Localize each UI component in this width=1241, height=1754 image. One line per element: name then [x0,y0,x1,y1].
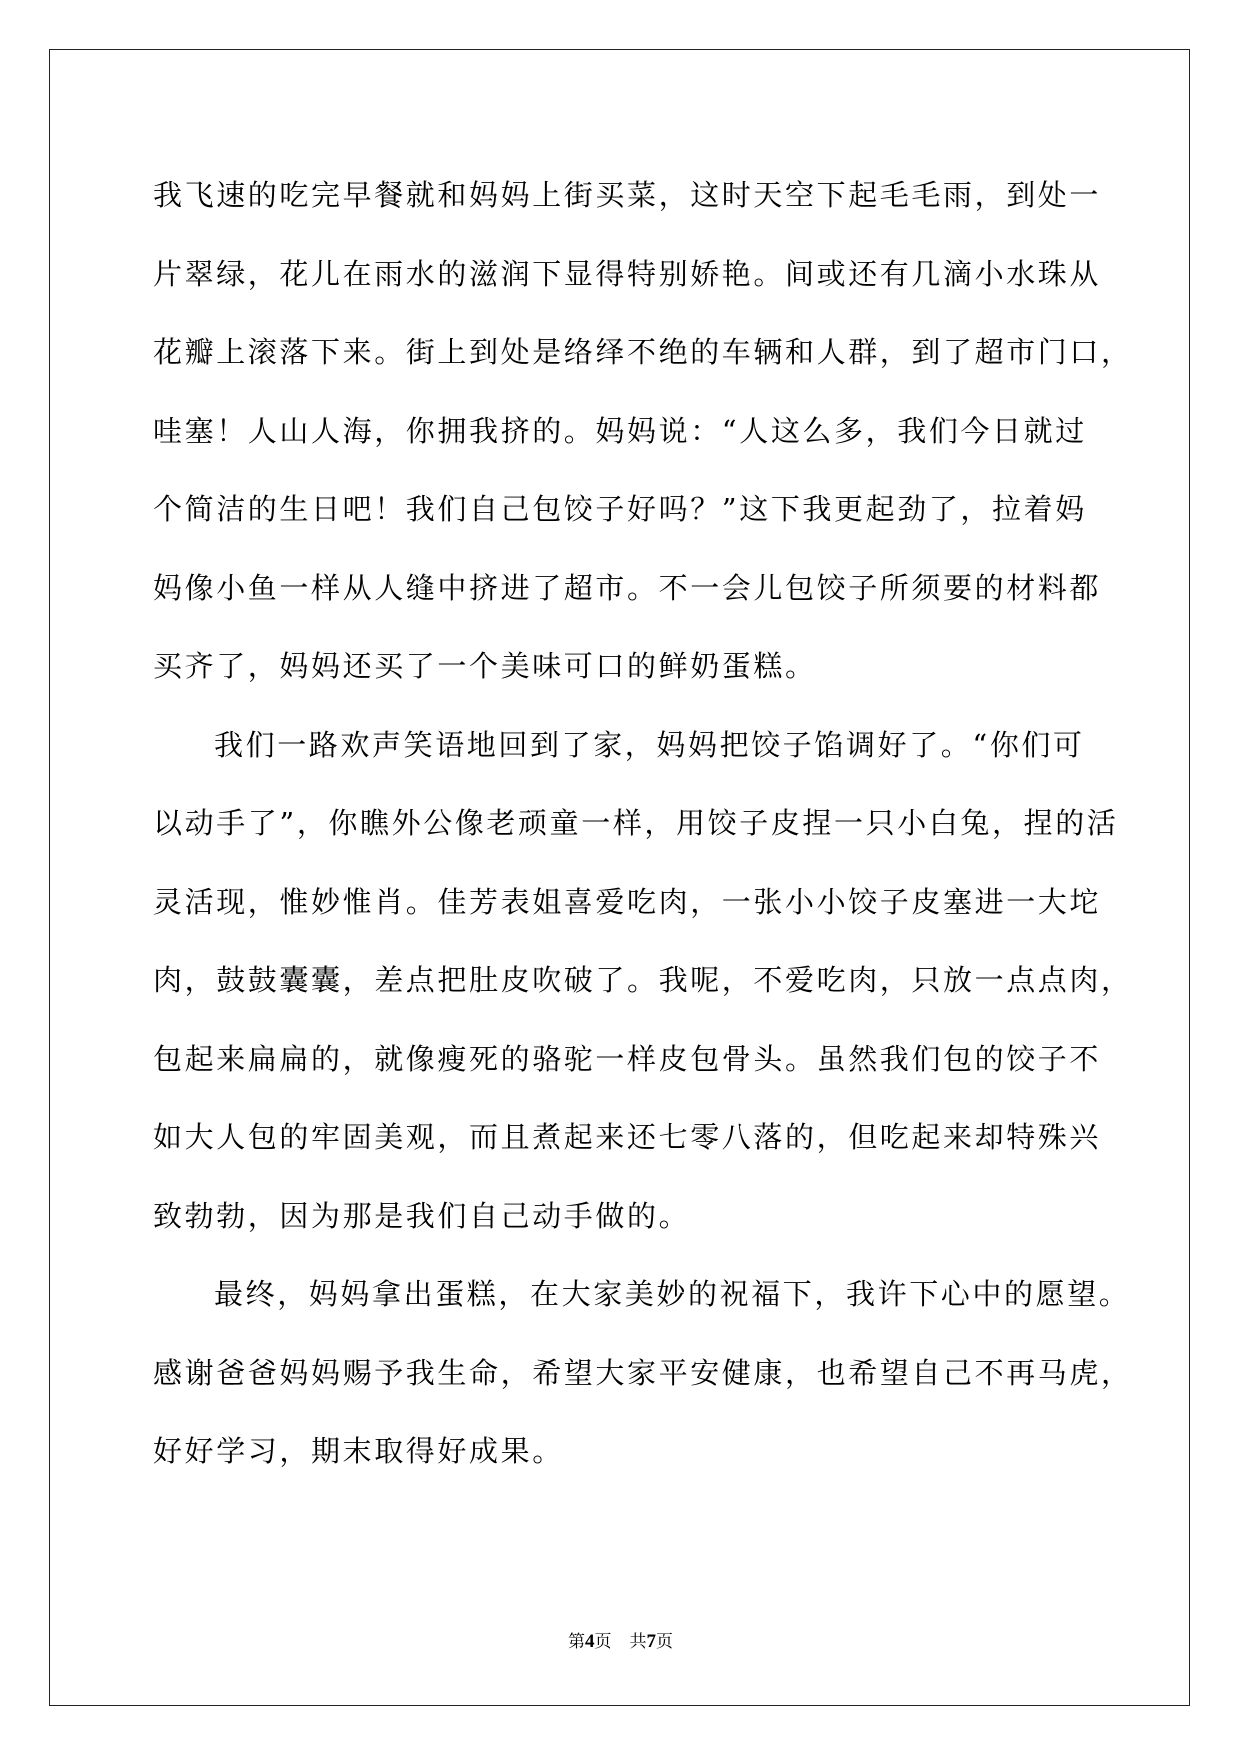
text-line: 感谢爸爸妈妈赐予我生命，希望大家平安健康，也希望自己不再马虎， [153,1355,1133,1390]
text-line: 包起来扁扁的，就像瘦死的骆驼一样皮包骨头。虽然我们包的饺子不 [153,1041,1102,1076]
text-line: 肉，鼓鼓囊囊，差点把肚皮吹破了。我呢，不爱吃肉，只放一点点肉， [153,963,1133,997]
total-prefix: 共 [629,1632,647,1652]
page-suffix: 页 [594,1632,612,1652]
document-body [153,156,1133,1491]
text-line: 我飞速的吃完早餐就和妈妈上街买菜，这时天空下起毛毛雨，到处一 [153,178,1102,212]
text-line: 妈像小鱼一样从人缝中挤进了超市。不一会儿包饺子所须要的材料都 [153,570,1102,605]
page-number: 4 [585,1631,595,1652]
total-pages: 7 [646,1631,656,1652]
paragraph-start-line: 最终，妈妈拿出蛋糕，在大家美妙的祝福下，我许下心中的愿望。 [214,1277,1131,1311]
text-line: 片翠绿，花儿在雨水的滋润下显得特别娇艳。间或还有几滴小水珠从 [153,256,1102,291]
text-line: 好好学习，期末取得好成果。 [153,1434,564,1468]
text-line: 个简洁的生日吧！我们自己包饺子好吗？”这下我更起劲了，拉着妈 [153,492,1087,526]
total-suffix: 页 [656,1632,673,1652]
page-prefix: 第 [568,1632,585,1652]
text-line: 买齐了，妈妈还买了一个美味可口的鲜奶蛋糕。 [153,649,817,683]
text-line: 花瓣上滚落下来。街上到处是络绎不绝的车辆和人群，到了超市门口， [153,335,1133,369]
page-footer [0,1632,1241,1652]
text-line: 如大人包的牢固美观，而且煮起来还七零八落的，但吃起来却特殊兴 [153,1120,1102,1154]
text-line: 灵活现，惟妙惟肖。佳芳表姐喜爱吃肉，一张小小饺子皮塞进一大坨 [153,884,1102,919]
text-line: 以动手了”，你瞧外公像老顽童一样，用饺子皮捏一只小白兔，捏的活 [153,806,1119,840]
text-line: 致勃勃，因为那是我们自己动手做的。 [153,1198,691,1233]
text-line: 哇塞！人山人海，你拥我挤的。妈妈说：“人这么多，我们今日就过 [153,413,1087,448]
paragraph-start-line: 我们一路欢声笑语地回到了家，妈妈把饺子馅调好了。“你们可 [214,727,1085,762]
